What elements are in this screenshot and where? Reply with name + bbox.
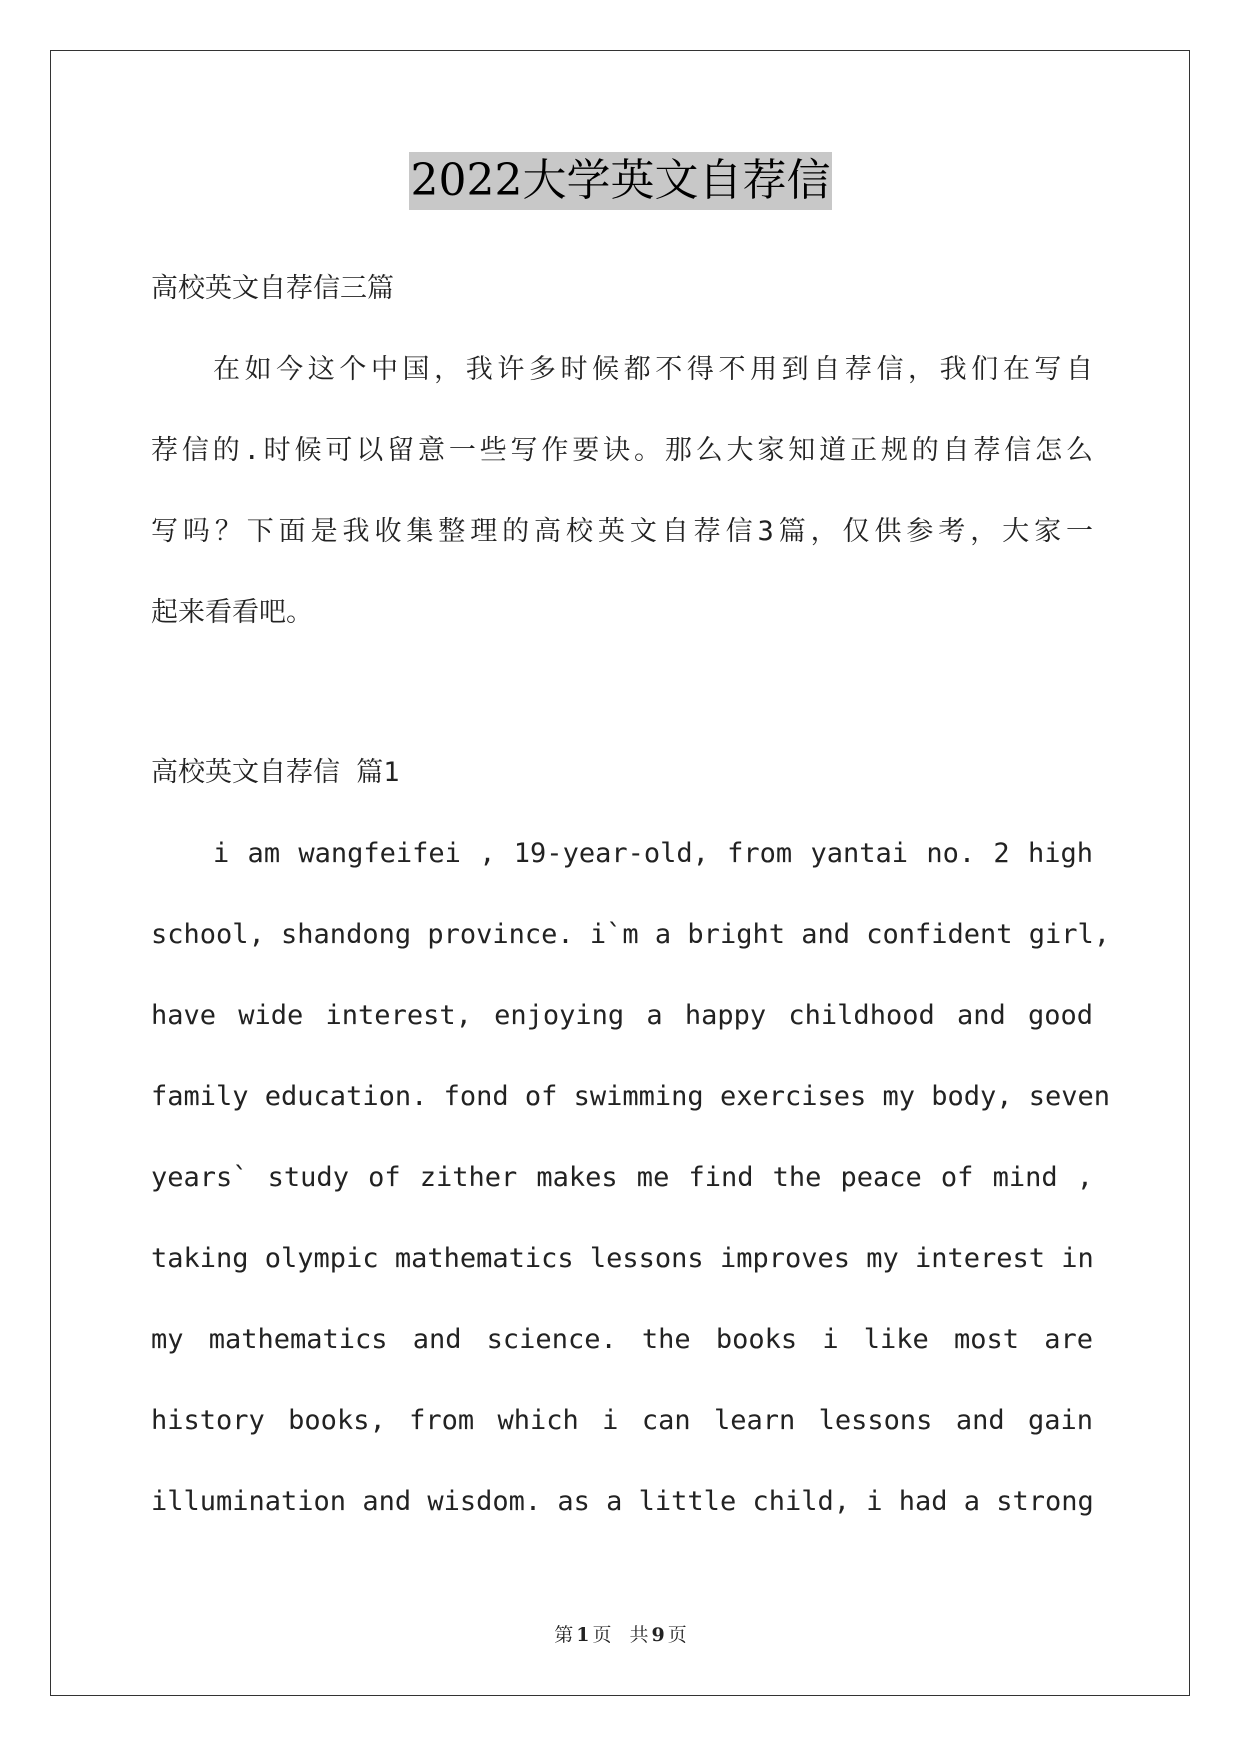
page-suffix: 页 — [592, 1624, 612, 1646]
body-line: school, shandong province. i`m a bright and confident girl, — [151, 919, 1111, 950]
body-line: have wide interest, enjoying a happy childhood and good — [151, 1000, 1093, 1031]
intro-line: 荐信的.时候可以留意一些写作要诀。那么大家知道正规的自荐信怎么 — [151, 435, 1093, 466]
body-line: i am wangfeifei , 19-year-old, from yantai no. 2 high — [213, 838, 1093, 869]
page-prefix: 第 — [554, 1624, 574, 1646]
total-suffix: 页 — [667, 1624, 687, 1646]
body-line: family education. fond of swimming exercises my body, seven — [151, 1081, 1111, 1112]
title-container — [0, 152, 1241, 210]
body-line: illumination and wisdom. as a little child, i had a strong — [151, 1486, 1094, 1517]
body-line: history books, from which i can learn lessons and gain — [151, 1405, 1093, 1436]
body-line: my mathematics and science. the books i like most are — [151, 1324, 1093, 1355]
current-page: 1 — [576, 1624, 590, 1646]
page-number — [548, 1624, 617, 1646]
document-body — [151, 265, 1111, 1559]
body-line: years` study of zither makes me find the peace of mind , — [151, 1162, 1093, 1193]
document-title: 2022大学英文自荐信 — [409, 152, 833, 210]
page-footer — [0, 1620, 1241, 1647]
intro-line: 在如今这个中国，我许多时候都不得不用到自荐信，我们在写自 — [213, 354, 1093, 385]
page-total — [624, 1624, 693, 1646]
body-line: taking olympic mathematics lessons improves my interest in — [151, 1243, 1094, 1274]
total-prefix: 共 — [629, 1624, 649, 1646]
intro-line: 写吗？下面是我收集整理的高校英文自荐信3篇，仅供参考，大家一 — [151, 516, 1093, 547]
total-pages: 9 — [651, 1624, 665, 1646]
paragraph-gap — [151, 670, 1093, 749]
section-heading: 高校英文自荐信 篇1 — [151, 757, 400, 788]
intro-line: 起来看看吧。 — [151, 597, 313, 628]
document-subtitle: 高校英文自荐信三篇 — [151, 273, 394, 304]
